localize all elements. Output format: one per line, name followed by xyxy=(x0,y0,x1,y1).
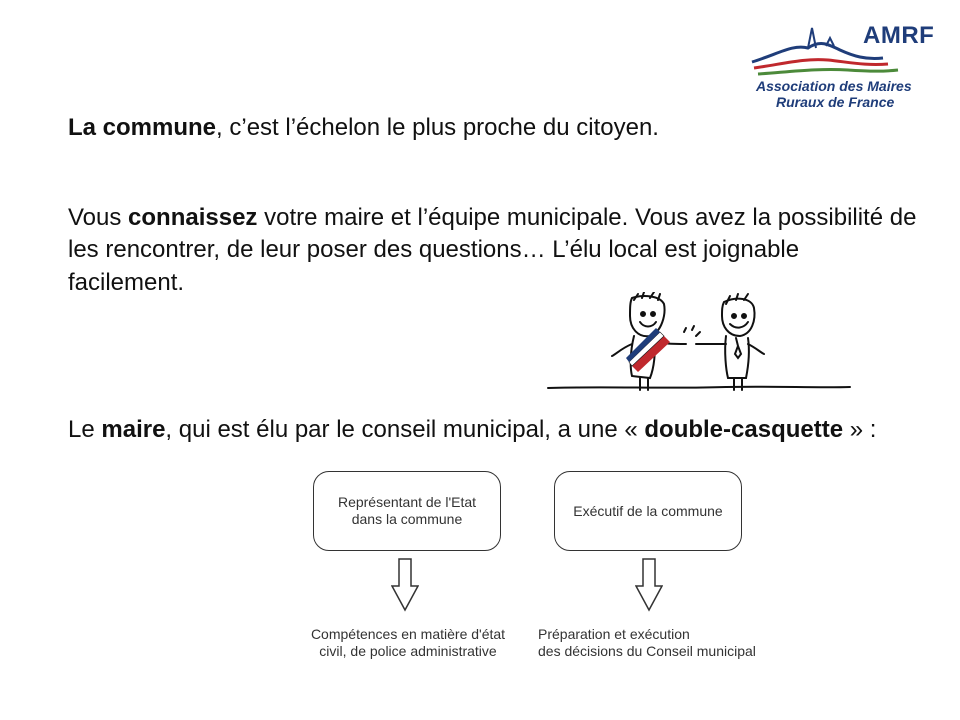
arrow-down-icon xyxy=(635,558,663,612)
term-double-casquette: double-casquette xyxy=(644,416,844,443)
p3-middle: , qui est élu par le conseil municipal, a une « xyxy=(165,416,645,443)
note-competences: Compétences en matière d'état civil, de police administrative xyxy=(310,626,506,659)
note2-line1: Préparation et exécution xyxy=(538,626,690,642)
box-executif-commune xyxy=(554,471,742,551)
arrow-down-icon xyxy=(391,558,419,612)
note2-line2: des décisions du Conseil municipal xyxy=(538,642,756,659)
handshake-icon xyxy=(546,292,852,396)
paragraph-commune xyxy=(68,112,908,144)
p1-rest: , c’est l’échelon le plus proche du citoyen. xyxy=(216,114,659,141)
handshake-illustration xyxy=(546,292,852,396)
box2-label: Exécutif de la commune xyxy=(573,502,723,519)
logo-title: AMRF xyxy=(863,22,935,49)
term-connaissez: connaissez xyxy=(128,204,258,231)
note-preparation xyxy=(538,626,828,660)
box1-label: Représentant de l'Etat dans la commune xyxy=(337,494,477,527)
p3-before: Le xyxy=(68,416,102,443)
amrf-logo xyxy=(748,14,948,114)
term-maire: maire xyxy=(101,416,166,443)
box-representant-etat xyxy=(313,471,501,551)
p2-after: votre maire et l’équipe municipale. Vous avez la possibilité de les rencontrer, de leur poser des questions… L’élu local est joignable facilement. xyxy=(68,204,917,296)
paragraph-connaissez xyxy=(68,202,918,299)
logo-subtitle-line1: Association des Maires xyxy=(756,78,912,94)
p2-before: Vous xyxy=(68,204,129,231)
term-commune: La commune xyxy=(68,114,217,141)
paragraph-maire xyxy=(68,414,918,446)
p3-after: » : xyxy=(843,416,877,443)
logo-subtitle-line2: Ruraux de France xyxy=(776,94,895,110)
